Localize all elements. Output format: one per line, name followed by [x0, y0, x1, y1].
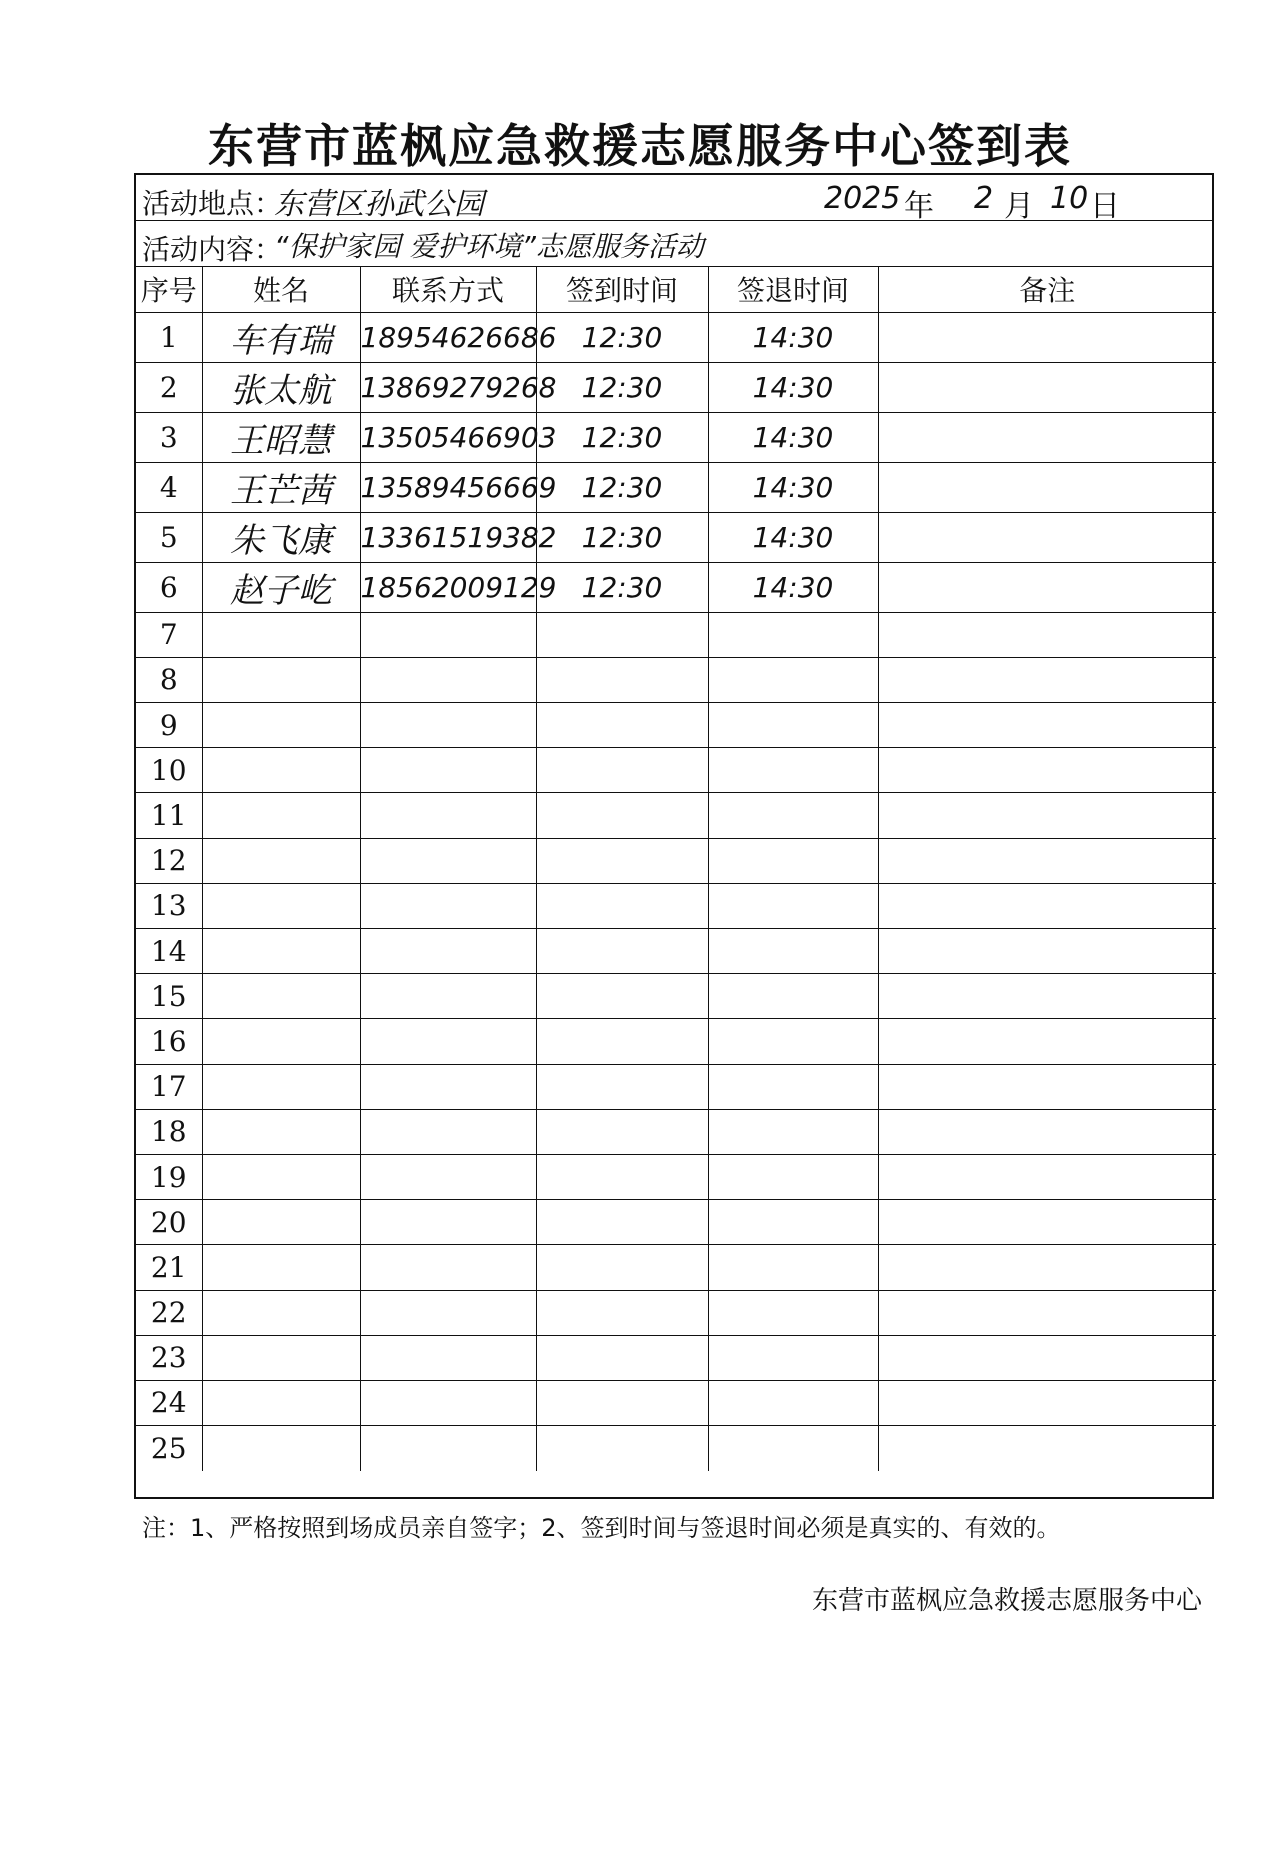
row-name — [202, 612, 360, 657]
table-row — [136, 562, 1216, 612]
row-phone — [360, 1380, 536, 1425]
row-remarks — [878, 1064, 1216, 1109]
row-number: 19 — [136, 1154, 202, 1199]
row-phone — [360, 883, 536, 928]
row-sign-in-time: 12:30 — [536, 412, 708, 462]
table-row — [136, 929, 1216, 974]
date-year: 2025 — [824, 181, 901, 216]
row-remarks — [878, 1426, 1216, 1471]
table-row — [136, 362, 1216, 412]
row-sign-in-time — [536, 1380, 708, 1425]
row-sign-out-time — [708, 657, 878, 702]
date-day: 10 — [1050, 181, 1089, 216]
row-sign-out-time — [708, 1290, 878, 1335]
location-value: 东营区孙武公园 — [274, 187, 484, 222]
row-remarks — [878, 462, 1216, 512]
row-phone: 18954626686 — [360, 312, 536, 362]
row-sign-out-time — [708, 1064, 878, 1109]
row-sign-in-time — [536, 883, 708, 928]
row-number: 15 — [136, 974, 202, 1019]
row-number: 22 — [136, 1290, 202, 1335]
row-name: 朱飞康 — [202, 512, 360, 562]
row-sign-in-time — [536, 748, 708, 793]
header-phone: 联系方式 — [360, 267, 536, 312]
row-sign-in-time — [536, 1064, 708, 1109]
attendance-table — [136, 267, 1216, 1471]
row-remarks — [878, 974, 1216, 1019]
row-remarks — [878, 362, 1216, 412]
row-sign-in-time — [536, 793, 708, 838]
row-remarks — [878, 929, 1216, 974]
row-phone — [360, 1064, 536, 1109]
row-number: 21 — [136, 1245, 202, 1290]
row-number: 10 — [136, 748, 202, 793]
row-phone — [360, 1154, 536, 1199]
location-row — [136, 175, 1212, 224]
row-sign-out-time — [708, 1380, 878, 1425]
content-value: “保护家园 爱护环境”志愿服务活动 — [274, 230, 704, 263]
location-label: 活动地点： — [142, 187, 283, 220]
row-phone — [360, 612, 536, 657]
table-row — [136, 412, 1216, 462]
row-phone — [360, 1290, 536, 1335]
row-name — [202, 1019, 360, 1064]
row-phone — [360, 974, 536, 1019]
row-remarks — [878, 748, 1216, 793]
row-phone: 18562009129 — [360, 562, 536, 612]
table-row — [136, 462, 1216, 512]
row-number: 2 — [136, 362, 202, 412]
row-sign-out-time — [708, 883, 878, 928]
table-row — [136, 512, 1216, 562]
row-number: 16 — [136, 1019, 202, 1064]
row-name — [202, 793, 360, 838]
row-sign-out-time — [708, 1335, 878, 1380]
row-sign-in-time — [536, 929, 708, 974]
row-name — [202, 1426, 360, 1471]
row-name — [202, 657, 360, 702]
table-row — [136, 312, 1216, 362]
table-row — [136, 1200, 1216, 1245]
table-row — [136, 748, 1216, 793]
table-header-row — [136, 267, 1216, 312]
content-row — [136, 221, 1212, 267]
row-remarks — [878, 1109, 1216, 1154]
row-name — [202, 1380, 360, 1425]
table-row — [136, 1019, 1216, 1064]
row-remarks — [878, 412, 1216, 462]
table-row — [136, 703, 1216, 748]
row-phone — [360, 1245, 536, 1290]
row-name — [202, 1154, 360, 1199]
sign-in-sheet — [134, 173, 1214, 1499]
row-sign-in-time: 12:30 — [536, 462, 708, 512]
row-sign-out-time: 14:30 — [708, 312, 878, 362]
table-row — [136, 657, 1216, 702]
header-sign-in-time: 签到时间 — [536, 267, 708, 312]
row-phone — [360, 1019, 536, 1064]
row-phone: 13361519382 — [360, 512, 536, 562]
row-name: 王昭慧 — [202, 412, 360, 462]
row-phone: 13869279268 — [360, 362, 536, 412]
row-name — [202, 748, 360, 793]
row-name — [202, 1245, 360, 1290]
footnote: 注：1、严格按照到场成员亲自签字；2、签到时间与签退时间必须是真实的、有效的。 — [142, 1514, 1061, 1542]
page-title: 东营市蓝枫应急救援志愿服务中心签到表 — [208, 119, 1072, 173]
row-remarks — [878, 1019, 1216, 1064]
row-remarks — [878, 703, 1216, 748]
row-sign-out-time — [708, 1109, 878, 1154]
table-row — [136, 1380, 1216, 1425]
row-sign-in-time: 12:30 — [536, 562, 708, 612]
row-sign-in-time — [536, 1154, 708, 1199]
row-sign-out-time — [708, 1245, 878, 1290]
row-number: 7 — [136, 612, 202, 657]
row-name — [202, 1064, 360, 1109]
row-remarks — [878, 612, 1216, 657]
row-sign-out-time: 14:30 — [708, 362, 878, 412]
row-remarks — [878, 793, 1216, 838]
row-number: 9 — [136, 703, 202, 748]
table-row — [136, 974, 1216, 1019]
row-number: 17 — [136, 1064, 202, 1109]
row-number: 11 — [136, 793, 202, 838]
row-name — [202, 883, 360, 928]
row-phone — [360, 1426, 536, 1471]
row-sign-out-time — [708, 1019, 878, 1064]
row-name — [202, 929, 360, 974]
row-remarks — [878, 1154, 1216, 1199]
row-name — [202, 974, 360, 1019]
row-sign-out-time — [708, 1200, 878, 1245]
row-number: 24 — [136, 1380, 202, 1425]
row-remarks — [878, 312, 1216, 362]
row-number: 25 — [136, 1426, 202, 1471]
row-phone — [360, 1335, 536, 1380]
row-phone — [360, 1200, 536, 1245]
row-phone — [360, 838, 536, 883]
row-name: 张太航 — [202, 362, 360, 412]
row-phone — [360, 703, 536, 748]
table-row — [136, 1426, 1216, 1471]
content-label: 活动内容： — [142, 233, 283, 266]
row-sign-in-time — [536, 657, 708, 702]
row-phone — [360, 748, 536, 793]
row-number: 4 — [136, 462, 202, 512]
header-name: 姓名 — [202, 267, 360, 312]
row-sign-in-time — [536, 1290, 708, 1335]
row-number: 13 — [136, 883, 202, 928]
row-sign-out-time — [708, 1426, 878, 1471]
table-row — [136, 1154, 1216, 1199]
row-sign-in-time: 12:30 — [536, 362, 708, 412]
header-remarks: 备注 — [878, 267, 1216, 312]
table-row — [136, 1245, 1216, 1290]
row-sign-out-time — [708, 703, 878, 748]
row-phone — [360, 1109, 536, 1154]
row-sign-in-time — [536, 703, 708, 748]
row-sign-out-time — [708, 793, 878, 838]
row-remarks — [878, 1245, 1216, 1290]
row-phone — [360, 793, 536, 838]
row-remarks — [878, 1290, 1216, 1335]
row-sign-out-time: 14:30 — [708, 562, 878, 612]
row-sign-out-time: 14:30 — [708, 462, 878, 512]
row-number: 23 — [136, 1335, 202, 1380]
row-name — [202, 1109, 360, 1154]
row-sign-in-time: 12:30 — [536, 512, 708, 562]
date-month: 2 — [974, 181, 994, 216]
row-remarks — [878, 512, 1216, 562]
header-no: 序号 — [136, 267, 202, 312]
row-number: 12 — [136, 838, 202, 883]
row-number: 6 — [136, 562, 202, 612]
table-row — [136, 883, 1216, 928]
row-phone: 13589456669 — [360, 462, 536, 512]
row-sign-in-time — [536, 1019, 708, 1064]
row-remarks — [878, 1200, 1216, 1245]
date-day-label: 日 — [1090, 189, 1120, 224]
row-name: 车有瑞 — [202, 312, 360, 362]
row-name — [202, 1335, 360, 1380]
row-remarks — [878, 562, 1216, 612]
row-sign-out-time — [708, 1154, 878, 1199]
row-sign-in-time — [536, 838, 708, 883]
header-sign-out-time: 签退时间 — [708, 267, 878, 312]
row-sign-in-time — [536, 974, 708, 1019]
row-name: 赵子屹 — [202, 562, 360, 612]
row-remarks — [878, 1380, 1216, 1425]
row-sign-out-time: 14:30 — [708, 412, 878, 462]
row-sign-out-time — [708, 748, 878, 793]
row-sign-in-time — [536, 1109, 708, 1154]
row-name — [202, 1290, 360, 1335]
row-number: 3 — [136, 412, 202, 462]
row-number: 1 — [136, 312, 202, 362]
row-number: 5 — [136, 512, 202, 562]
table-row — [136, 1335, 1216, 1380]
row-phone — [360, 929, 536, 974]
row-remarks — [878, 883, 1216, 928]
row-number: 14 — [136, 929, 202, 974]
date-month-label: 月 — [1004, 189, 1034, 224]
organization-name: 东营市蓝枫应急救援志愿服务中心 — [811, 1586, 1202, 1616]
row-number: 20 — [136, 1200, 202, 1245]
row-sign-in-time: 12:30 — [536, 312, 708, 362]
row-sign-out-time — [708, 929, 878, 974]
row-sign-in-time — [536, 1200, 708, 1245]
row-name — [202, 838, 360, 883]
table-row — [136, 793, 1216, 838]
row-sign-in-time — [536, 1426, 708, 1471]
table-row — [136, 1290, 1216, 1335]
row-sign-in-time — [536, 612, 708, 657]
row-sign-in-time — [536, 1245, 708, 1290]
row-sign-in-time — [536, 1335, 708, 1380]
row-remarks — [878, 838, 1216, 883]
row-remarks — [878, 657, 1216, 702]
row-remarks — [878, 1335, 1216, 1380]
row-number: 18 — [136, 1109, 202, 1154]
row-name — [202, 1200, 360, 1245]
row-sign-out-time: 14:30 — [708, 512, 878, 562]
table-row — [136, 1109, 1216, 1154]
row-name — [202, 703, 360, 748]
row-number: 8 — [136, 657, 202, 702]
row-sign-out-time — [708, 612, 878, 657]
table-row — [136, 838, 1216, 883]
row-sign-out-time — [708, 838, 878, 883]
table-row — [136, 1064, 1216, 1109]
date-year-label: 年 — [904, 189, 934, 224]
row-sign-out-time — [708, 974, 878, 1019]
row-name: 王芒茜 — [202, 462, 360, 512]
row-phone — [360, 657, 536, 702]
table-row — [136, 612, 1216, 657]
row-phone: 13505466903 — [360, 412, 536, 462]
